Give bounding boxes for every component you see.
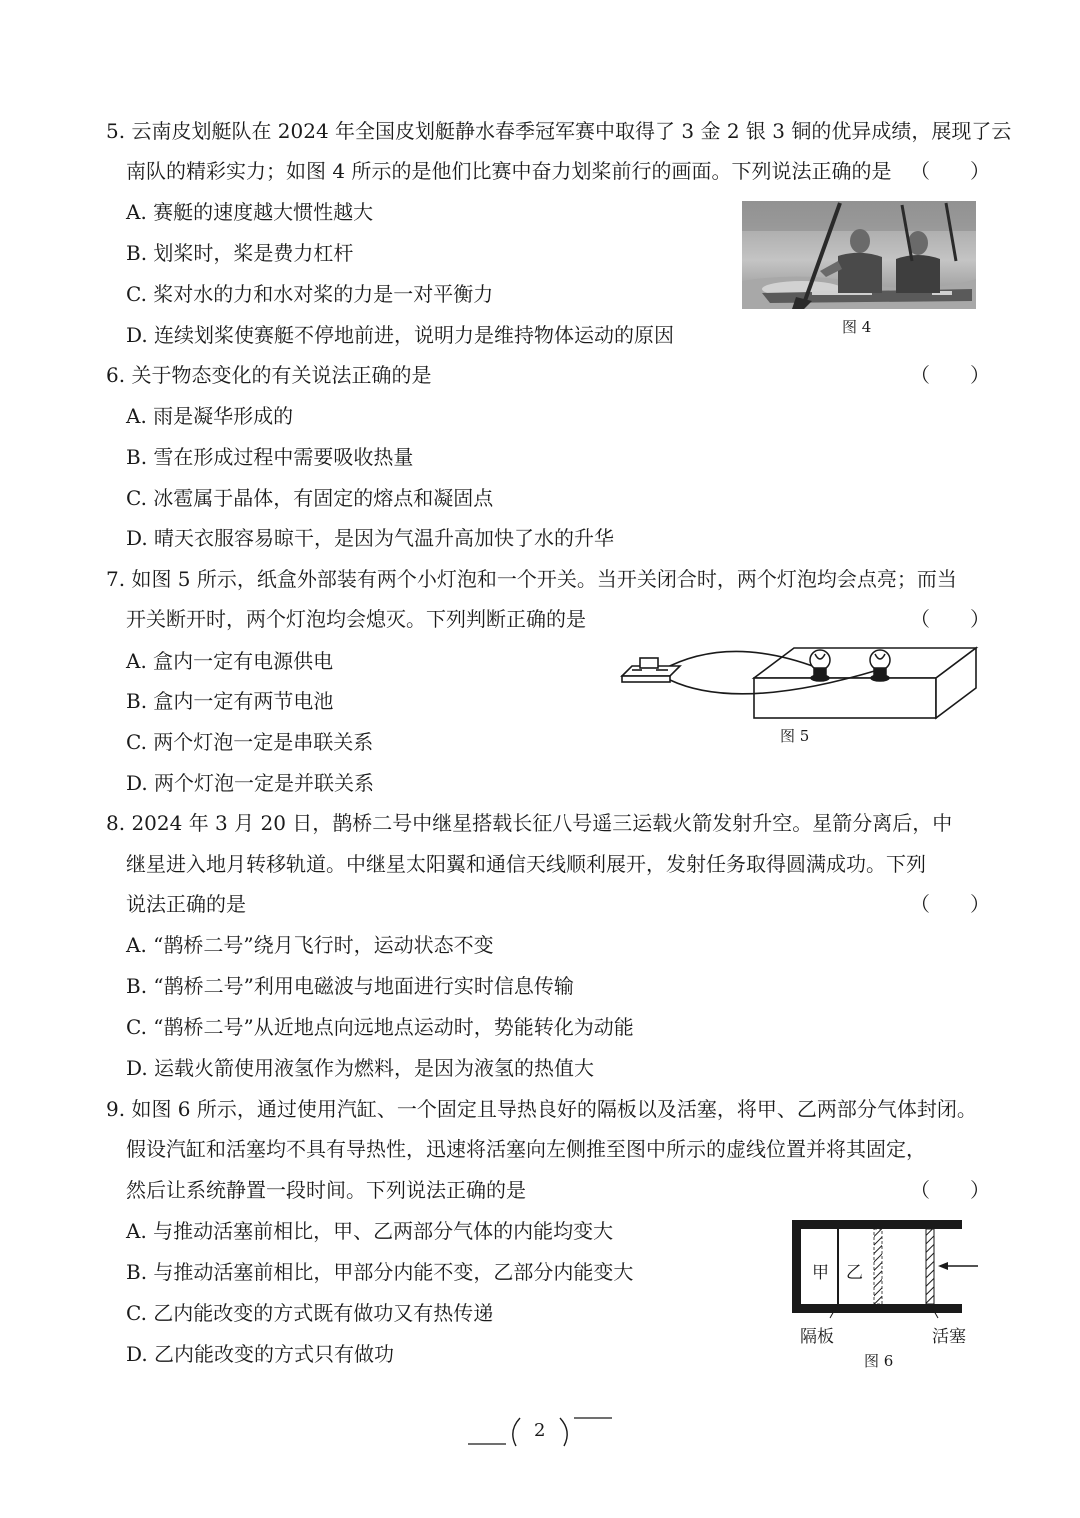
q8-stem-line-1: 8. 2024 年 3 月 20 日，鹊桥二号中继星搭载长征八号遥三运载火箭发射升空。星箭分离后，中 — [106, 811, 953, 835]
q5-answer-paren: （ ） — [910, 159, 990, 183]
q5-option-a: A. 赛艇的速度越大惯性越大 — [126, 200, 374, 224]
figure-4-caption: 图 4 — [842, 318, 872, 336]
q6-option-c: C. 冰雹属于晶体，有固定的熔点和凝固点 — [126, 486, 494, 510]
q9-stem-line-3: 然后让系统静置一段时间。下列说法正确的是 — [126, 1178, 526, 1202]
canoe-photo — [742, 201, 976, 309]
q5-stem-line-1: 5. 云南皮划艇队在 2024 年全国皮划艇静水春季冠军赛中取得了 3 金 2 银 3 铜的优异成绩，展现了云 — [106, 119, 1012, 143]
q9-stem-line-1: 9. 如图 6 所示，通过使用汽缸、一个固定且导热良好的隔板以及活塞，将甲、乙两部分气体封闭。 — [106, 1097, 977, 1121]
figure-6-caption: 图 6 — [864, 1352, 894, 1370]
q6-stem: 6. 关于物态变化的有关说法正确的是 — [106, 363, 432, 387]
q7-option-a: A. 盒内一定有电源供电 — [126, 649, 334, 673]
q8-stem-line-3: 说法正确的是 — [126, 892, 246, 916]
label-partition: 隔板 — [800, 1327, 834, 1347]
q8-stem-line-2: 继星进入地月转移轨道。中继星太阳翼和通信天线顺利展开，发射任务取得圆满成功。下列 — [126, 852, 926, 876]
q9-option-d: D. 乙内能改变的方式只有做功 — [126, 1342, 395, 1366]
q5-option-d: D. 连续划桨使赛艇不停地前进，说明力是维持物体运动的原因 — [126, 323, 675, 347]
q8-answer-paren: （ ） — [910, 892, 990, 916]
label-yi: 乙 — [846, 1263, 863, 1283]
q8-option-d: D. 运载火箭使用液氢作为燃料，是因为液氢的热值大 — [126, 1056, 595, 1080]
q5-option-b: B. 划桨时，桨是费力杠杆 — [126, 241, 354, 265]
q6-option-a: A. 雨是凝华形成的 — [126, 404, 294, 428]
q8-option-a: A. “鹊桥二号”绕月飞行时，运动状态不变 — [126, 933, 494, 957]
q5-stem-line-2: 南队的精彩实力；如图 4 所示的是他们比赛中奋力划桨前行的画面。下列说法正确的是 — [126, 159, 892, 183]
q5-option-c: C. 桨对水的力和水对桨的力是一对平衡力 — [126, 282, 494, 306]
q7-option-d: D. 两个灯泡一定是并联关系 — [126, 771, 375, 795]
q9-answer-paren: （ ） — [910, 1178, 990, 1202]
label-piston: 活塞 — [932, 1327, 966, 1347]
label-jia: 甲 — [812, 1263, 829, 1283]
q9-option-b: B. 与推动活塞前相比，甲部分内能不变，乙部分内能变大 — [126, 1260, 634, 1284]
page-number: 2 — [534, 1420, 546, 1441]
q7-option-c: C. 两个灯泡一定是串联关系 — [126, 730, 374, 754]
q8-option-b: B. “鹊桥二号”利用电磁波与地面进行实时信息传输 — [126, 974, 574, 998]
q7-option-b: B. 盒内一定有两节电池 — [126, 689, 334, 713]
figure-5-caption: 图 5 — [780, 727, 810, 745]
q9-option-a: A. 与推动活塞前相比，甲、乙两部分气体的内能均变大 — [126, 1219, 614, 1243]
bulb-box-diagram — [618, 640, 980, 724]
q6-answer-paren: （ ） — [910, 363, 990, 387]
q6-option-d: D. 晴天衣服容易晾干，是因为气温升高加快了水的升华 — [126, 526, 615, 550]
q7-answer-paren: （ ） — [910, 607, 990, 631]
q9-option-c: C. 乙内能改变的方式既有做功又有热传递 — [126, 1301, 494, 1325]
q9-stem-line-2: 假设汽缸和活塞均不具有导热性，迅速将活塞向左侧推至图中所示的虚线位置并将其固定， — [126, 1137, 926, 1161]
q7-stem-line-2: 开关断开时，两个灯泡均会熄灭。下列判断正确的是 — [126, 607, 586, 631]
q7-stem-line-1: 7. 如图 5 所示，纸盒外部装有两个小灯泡和一个开关。当开关闭合时，两个灯泡均会点亮；而当 — [106, 567, 957, 591]
q8-option-c: C. “鹊桥二号”从近地点向远地点运动时，势能转化为动能 — [126, 1015, 634, 1039]
q6-option-b: B. 雪在形成过程中需要吸收热量 — [126, 445, 414, 469]
